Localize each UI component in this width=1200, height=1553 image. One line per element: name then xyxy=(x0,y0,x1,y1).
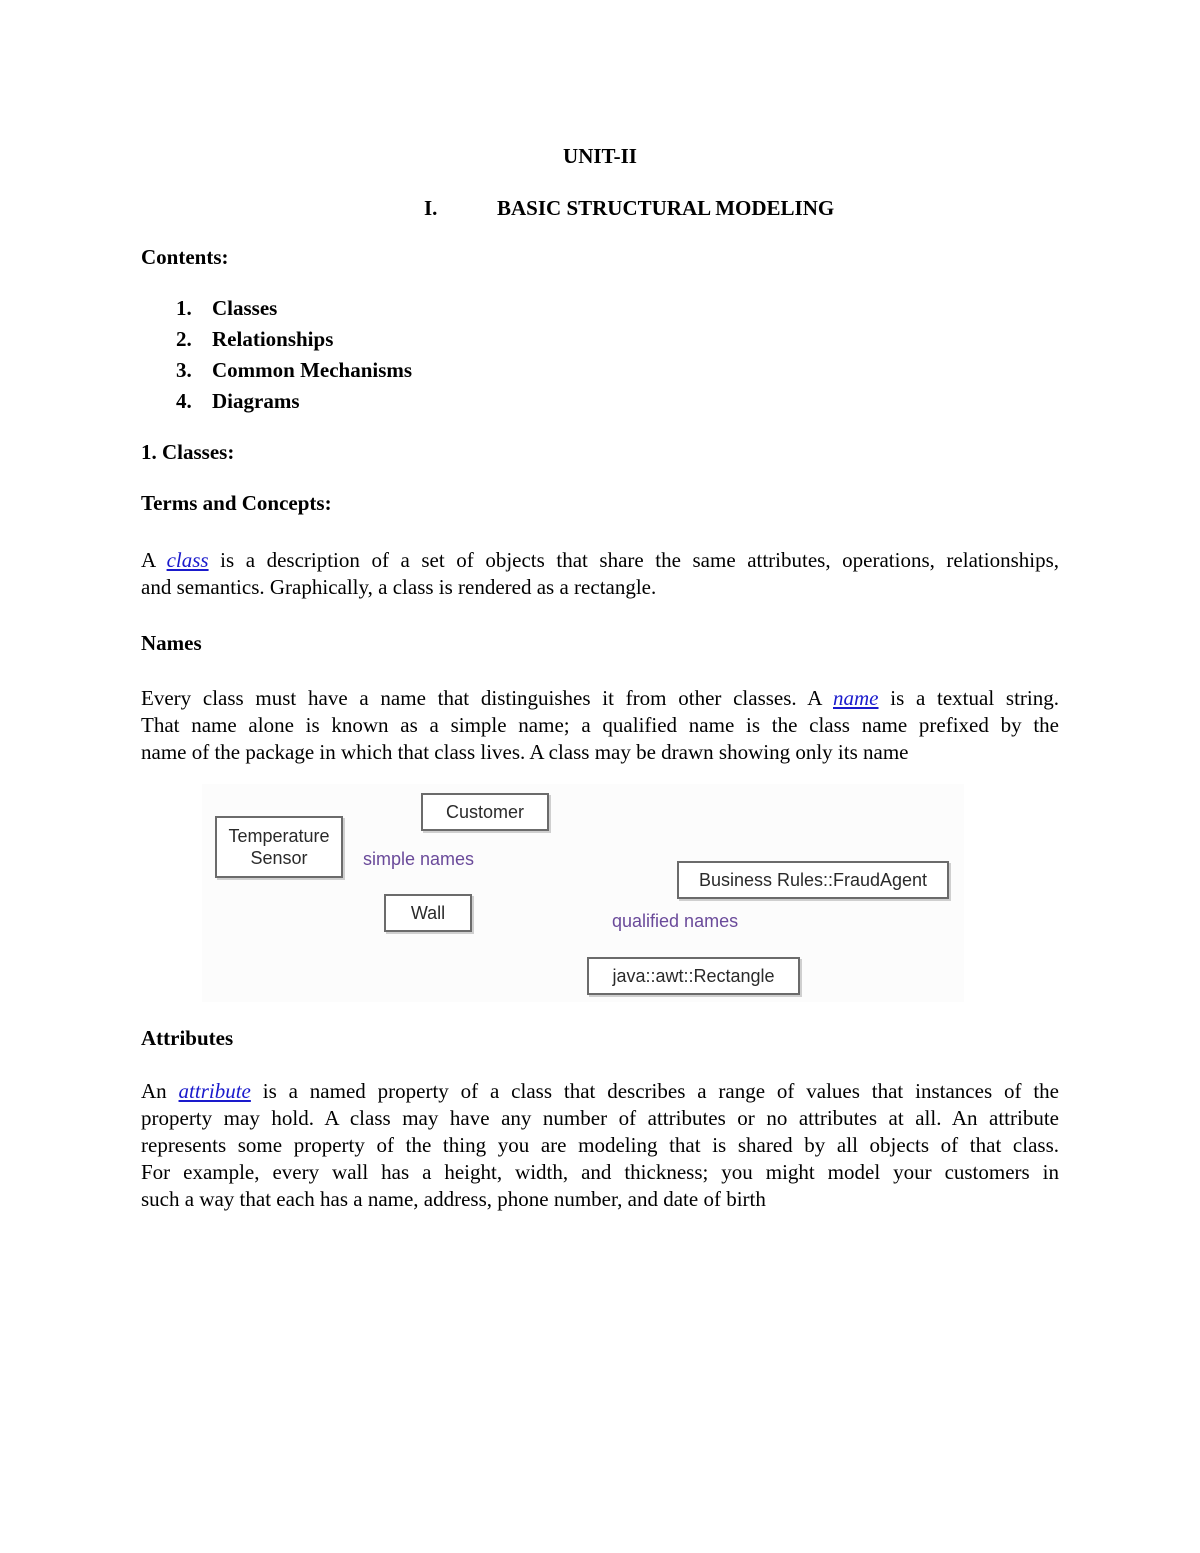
list-item-label: Common Mechanisms xyxy=(212,358,413,382)
list-item xyxy=(176,355,412,386)
class-box-wall: Wall xyxy=(384,894,472,932)
list-item xyxy=(176,386,412,417)
class-box-fraud-agent: Business Rules::FraudAgent xyxy=(677,861,949,899)
qualified-names-label: qualified names xyxy=(612,911,739,931)
section-title: BASIC STRUCTURAL MODELING xyxy=(497,196,835,220)
paragraph-line: property may hold. A class may have any number of attributes or no attributes at all. An attribute xyxy=(141,1106,1059,1130)
simple-names-label: simple names xyxy=(363,849,475,869)
class-box-customer: Customer xyxy=(421,793,549,831)
list-item-number: 2. xyxy=(176,327,192,351)
list-item-number: 1. xyxy=(176,296,192,320)
paragraph-line: such a way that each has a name, address, phone number, and date of birth xyxy=(141,1187,766,1211)
unit-title: UNIT-II xyxy=(563,144,637,168)
names-paragraph xyxy=(141,685,1059,766)
list-item-label: Diagrams xyxy=(212,389,300,413)
class-names-figure xyxy=(202,784,964,1002)
class-box-temperature-sensor xyxy=(215,816,343,878)
class-name-line: Temperature xyxy=(228,826,330,846)
paragraph-line: For example, every wall has a height, width, and thickness; you might model your customers in xyxy=(141,1160,1059,1184)
paragraph-line: and semantics. Graphically, a class is rendered as a rectangle. xyxy=(141,575,657,599)
names-heading: Names xyxy=(141,631,202,655)
paragraph-line: name of the package in which that class lives. A class may be drawn showing only its name xyxy=(141,740,909,764)
list-item-label: Relationships xyxy=(212,327,334,351)
paragraph-line: An attribute is a named property of a class that describes a range of values that instances of the xyxy=(141,1079,1059,1103)
attribute-link[interactable]: attribute xyxy=(178,1079,251,1103)
paragraph-line: Every class must have a name that distinguishes it from other classes. A name is a textual string. xyxy=(141,686,1059,710)
paragraph-line: represents some property of the thing you are modeling that is shared by all objects of that class. xyxy=(141,1133,1059,1157)
list-item xyxy=(176,293,412,324)
list-item xyxy=(176,324,412,355)
class-box-rectangle: java::awt::Rectangle xyxy=(587,957,800,995)
attributes-heading: Attributes xyxy=(141,1026,234,1050)
contents-list xyxy=(176,293,412,417)
paragraph-line: A class is a description of a set of objects that share the same attributes, operations, relationships, xyxy=(141,548,1060,572)
paragraph-line: That name alone is known as a simple name; a qualified name is the class name prefixed by the xyxy=(141,713,1059,737)
class-definition-paragraph xyxy=(141,547,1059,601)
list-item-label: Classes xyxy=(212,296,278,320)
class-name-line: Sensor xyxy=(250,848,308,868)
name-link[interactable]: name xyxy=(833,686,879,710)
class-link[interactable]: class xyxy=(166,548,209,572)
attributes-paragraph xyxy=(141,1078,1059,1213)
terms-heading: Terms and Concepts: xyxy=(141,491,332,515)
section-number: I. xyxy=(424,196,438,220)
list-item-number: 3. xyxy=(176,358,192,382)
contents-heading: Contents: xyxy=(141,245,229,269)
classes-heading: 1. Classes: xyxy=(141,440,235,464)
list-item-number: 4. xyxy=(176,389,192,413)
